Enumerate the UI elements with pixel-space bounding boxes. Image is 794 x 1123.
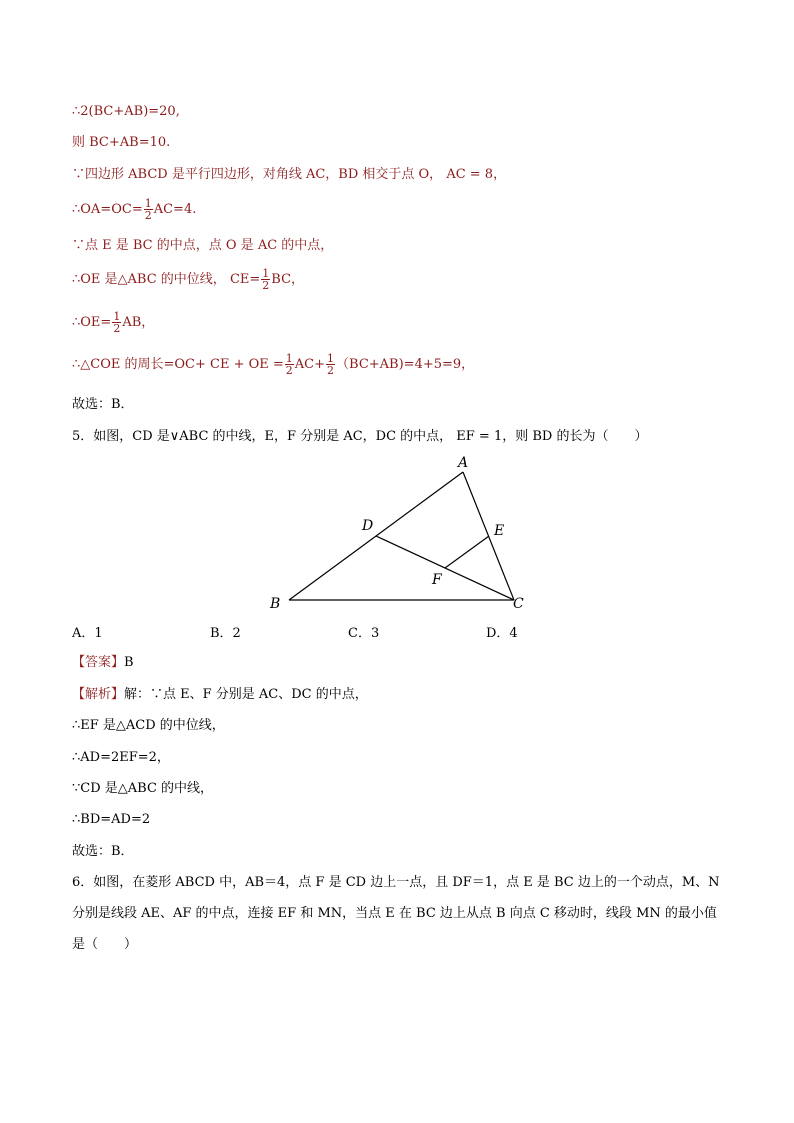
solution-line-7-suffix: AB， [122,315,155,330]
solution-line-8 [72,353,474,376]
analysis-line-3: ∴AD=2EF=2， [72,750,170,765]
analysis-line-4: ∵CD 是△ABC 的中线， [72,781,214,796]
fraction-numerator: 1 [113,310,121,323]
analysis-text-1: 解：∵点 E、F 分别是 AC、DC 的中点， [124,687,368,702]
point-label-B: B [270,596,281,612]
analysis-label: 【解析】 [72,687,125,702]
solution-line-4-prefix: ∴OA=OC= [72,202,143,217]
analysis-line-1 [72,686,368,704]
fraction-half [261,268,270,291]
question-6-line-1: 6．如图，在菱形 ABCD 中，AB＝4，点 F 是 CD 边上一点，且 DF＝1，点 E 是 BC 边上的一个动点，M、N [72,875,720,890]
segment-EF [445,536,489,568]
solution-line-7 [72,311,154,334]
segment-DC [376,536,514,600]
fraction-denominator: 2 [285,364,293,377]
fraction-half [285,353,294,376]
question-6-line-2: 分别是线段 AE、AF 的中点，连接 EF 和 MN，当点 E 在 BC 边上从点 B 向点 C 移动时，线段 MN 的最小值 [72,906,717,921]
fraction-denominator: 2 [327,364,335,377]
fraction-numerator: 1 [285,352,293,365]
solution-line-4-suffix: AC=4. [153,202,197,217]
solution-choice: 故选：B． [72,397,134,412]
solution-line-7-prefix: ∴OE= [72,315,112,330]
solution-line-8-middle: AC+ [294,357,326,372]
analysis-line-6: 故选：B． [72,844,134,859]
point-label-A: A [458,455,469,471]
solution-line-6-suffix: BC， [271,272,305,287]
option-d: D．4 [486,626,518,641]
point-label-F: F [432,572,442,588]
answer-line [72,654,134,672]
fraction-numerator: 1 [144,197,152,210]
option-b: B．2 [210,626,241,641]
option-a: A．1 [72,626,103,641]
point-label-D: D [362,518,374,534]
segment-AB [289,472,463,600]
answer-label: 【答案】 [72,655,125,670]
segment-CA [463,472,514,600]
point-label-E: E [494,523,505,539]
fraction-half [112,311,121,334]
answer-value: B [124,655,134,670]
fraction-numerator: 1 [262,267,270,280]
point-label-C: C [513,596,524,612]
fraction-half [144,198,153,221]
solution-line-5: ∵点 E 是 BC 的中点，点 O 是 AC 的中点， [72,238,334,253]
fraction-denominator: 2 [144,209,152,222]
solution-line-3: ∵四边形 ABCD 是平行四边形，对角线 AC，BD 相交于点 O， AC = 8， [72,167,507,182]
solution-line-6-prefix: ∴OE 是△ABC 的中位线， CE= [72,272,261,287]
solution-line-1: ∴2(BC+AB)=20, [72,104,180,119]
solution-line-8-suffix: （BC+AB)=4+5=9， [336,357,475,372]
question-6-line-3: 是（ ） [72,937,138,952]
solution-line-4 [72,198,196,221]
solution-line-2: 则 BC+AB=10. [72,135,171,150]
fraction-denominator: 2 [113,322,121,335]
solution-line-6 [72,268,304,291]
option-c: C．3 [348,626,380,641]
fraction-numerator: 1 [327,352,335,365]
solution-line-8-prefix: ∴△COE 的周长=OC+ CE + OE = [72,357,284,372]
analysis-line-2: ∴EF 是△ACD 的中位线， [72,718,225,733]
fraction-denominator: 2 [262,279,270,292]
analysis-line-5: ∴BD=AD=2 [72,812,151,827]
fraction-half [326,353,335,376]
question-5-stem: 5．如图，CD 是∨ABC 的中线，E，F 分别是 AC，DC 的中点， EF = 1，则 BD 的长为（ ） [72,429,648,444]
